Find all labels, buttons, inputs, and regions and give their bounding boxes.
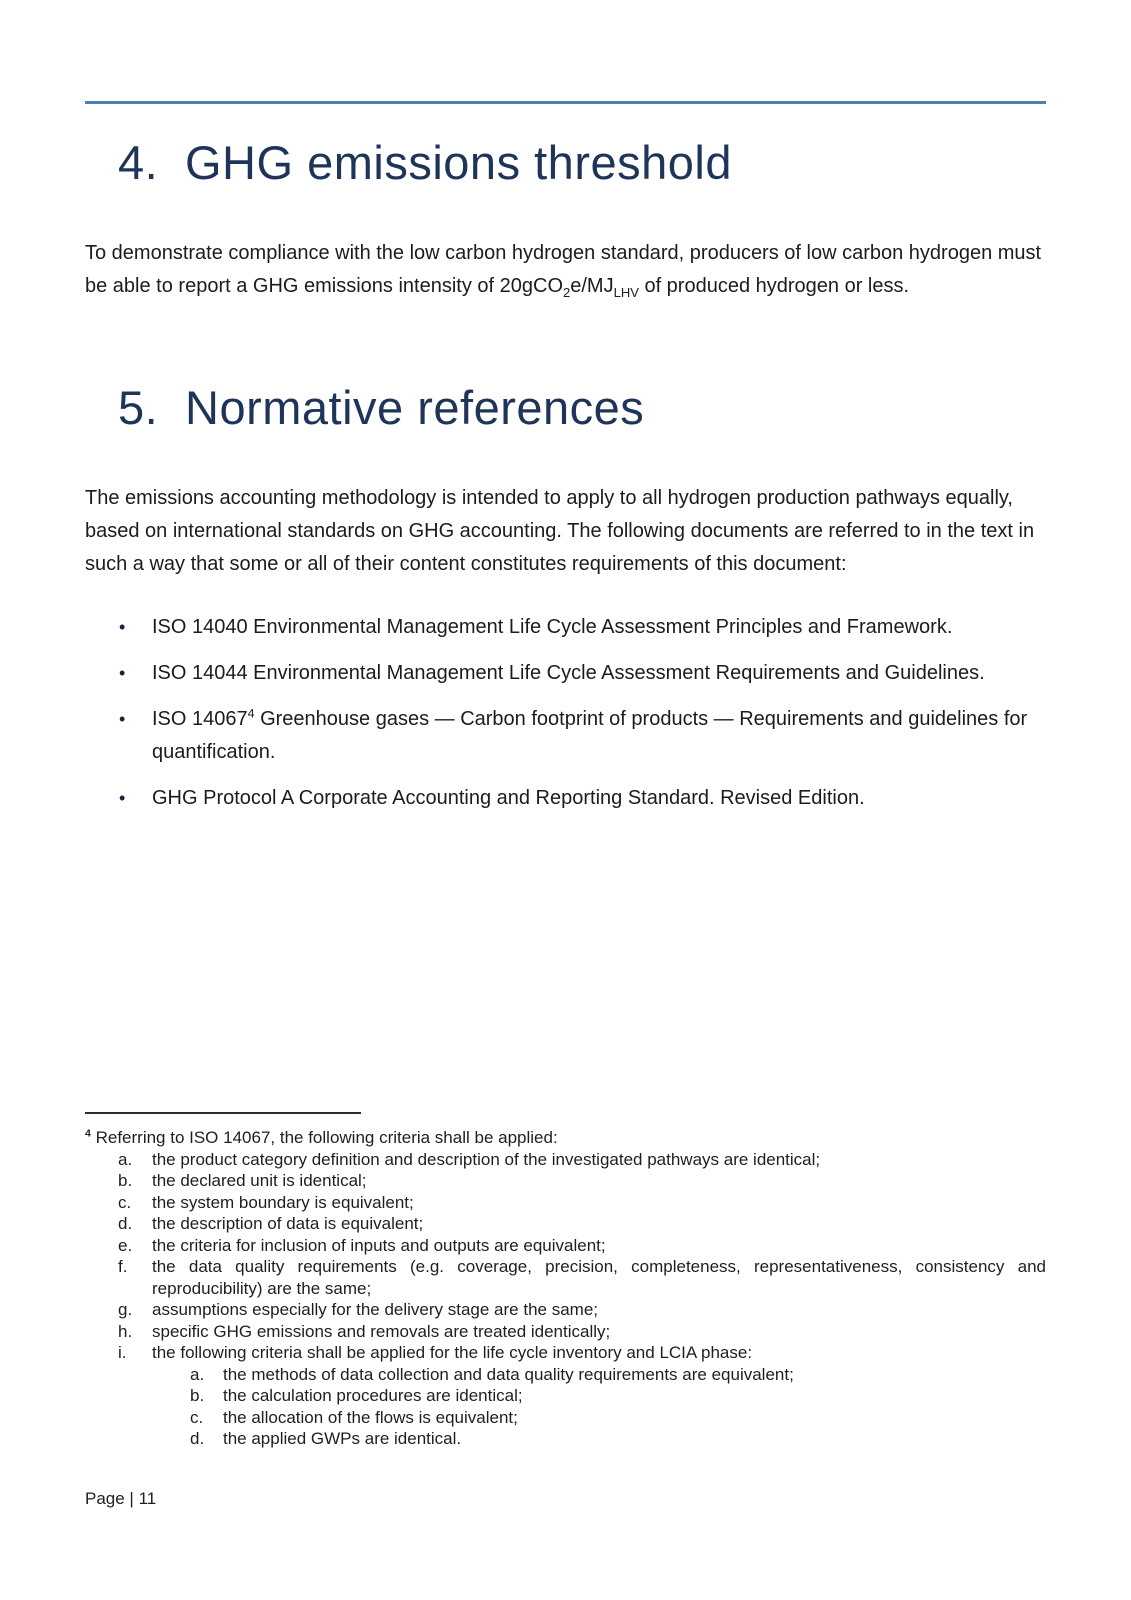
section-number: 5. <box>118 380 159 434</box>
footnote-item-i: i. the following criteria shall be applied for the life cycle inventory and LCIA phase: a. the methods of data collection and data quality requirements are equivalent; b. the calculation procedures are identical; c. the allocation of the flows is equivalent; d. the applied GWPs are identical. <box>85 1342 1046 1450</box>
normative-references-list <box>85 611 1046 815</box>
bullet-icon: • <box>119 787 126 808</box>
page-number: Page | 11 <box>85 1489 157 1508</box>
footnote-item-f: f. the data quality requirements (e.g. coverage, precision, completeness, representativeness, consistency and reproducibility) are the same; <box>118 1257 1046 1298</box>
footnote-item-a: a. the product category definition and description of the investigated pathways are identical; <box>118 1149 821 1169</box>
footnote-item-d: d. the description of data is equivalent; <box>118 1214 424 1233</box>
footnote-subitem-c: c. the allocation of the flows is equivalent; <box>190 1407 518 1427</box>
normative-references-paragraph: The emissions accounting methodology is intended to apply to all hydrogen production pathways equally, based on international standards on GHG accounting. The following documents are referred to in the text in such a way that some or all of their content constitutes requirements of this document: <box>85 486 1035 575</box>
section-heading-normative-references <box>85 379 1046 438</box>
bullet-icon: • <box>119 616 126 637</box>
footnote-intro: $^4$ Referring to ISO 14067, the following criteria shall be applied: <box>85 1127 558 1147</box>
bullet-icon: • <box>119 708 126 729</box>
footnote-reference: 4 <box>247 705 255 720</box>
footnote-item-g: g. assumptions especially for the delivery stage are the same; <box>118 1300 599 1319</box>
footnote-subitem-d: d. the applied GWPs are identical. <box>190 1429 462 1448</box>
footnote-item-h: h. specific GHG emissions and removals are treated identically; <box>118 1321 611 1341</box>
co2-subscript: 2 <box>563 284 571 300</box>
footnote-block <box>85 1112 1046 1450</box>
footnote-subcriteria-list <box>152 1364 1046 1450</box>
section-title: GHG emissions threshold <box>185 136 732 189</box>
section-number: 4. <box>118 136 159 189</box>
ghg-threshold-paragraph: To demonstrate compliance with the low carbon hydrogen standard, producers of low carbon hydrogen must be able to report a GHG emissions intensity of $20gCO_2e/MJ_{LHV}$ of produced hydrogen or less. <box>85 241 1042 300</box>
section-title: Normative references <box>185 380 645 434</box>
footnote-separator-rule <box>85 1112 361 1114</box>
header-rule <box>85 101 1046 104</box>
footnote-subitem-a: a. the methods of data collection and data quality requirements are equivalent; <box>190 1364 794 1384</box>
lhv-subscript: LHV <box>613 284 639 300</box>
list-item-ghg-protocol: • GHG Protocol A Corporate Accounting and Reporting Standard. Revised Edition. <box>85 782 1046 815</box>
list-item-iso-14067: • ISO 14067$^4$ Greenhouse gases — Carbon footprint of products — Requirements and guidelines for quantification. <box>85 703 1046 769</box>
footnote-item-b: b. the declared unit is identical; <box>118 1171 367 1190</box>
section-heading-ghg-emissions-threshold <box>85 134 1046 193</box>
footnote-item-c: c. the system boundary is equivalent; <box>118 1192 414 1212</box>
footnote-item-e: e. the criteria for inclusion of inputs and outputs are equivalent; <box>118 1235 606 1255</box>
bullet-icon: • <box>119 662 126 683</box>
list-item-iso-14040: • ISO 14040 Environmental Management Life Cycle Assessment Principles and Framework. <box>85 611 1046 644</box>
footnote-marker: 4 <box>85 1127 91 1140</box>
footnote-criteria-list <box>85 1149 1046 1450</box>
list-item-iso-14044: • ISO 14044 Environmental Management Life Cycle Assessment Requirements and Guidelines. <box>85 657 1046 690</box>
footnote-subitem-b: b. the calculation procedures are identical; <box>190 1386 523 1405</box>
